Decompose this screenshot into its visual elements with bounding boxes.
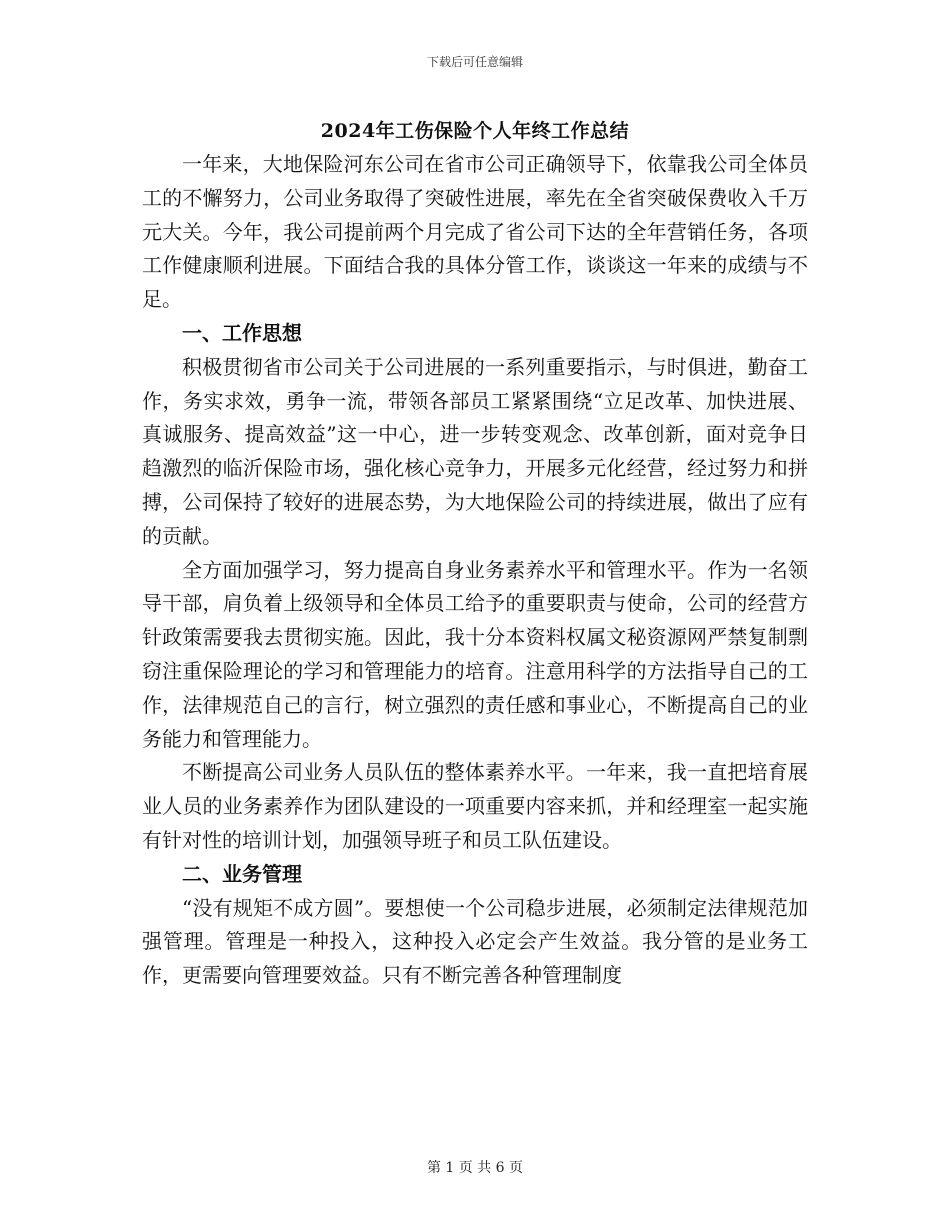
- document-title: 2024年工伤保险个人年终工作总结: [320, 120, 630, 142]
- section-heading-work-thinking: 一、工作思想: [182, 320, 302, 345]
- paragraph-business-management: “没有规矩不成方圆”。要想使一个公司稳步进展，必须制定法律规范加强管理。管理是一种投入，这种投入必定会产生效益。我分管的是业务工作，更需要向管理要效益。只有不断完善各种管理制度: [142, 895, 808, 988]
- page-number: 第 1 页 共 6 页: [426, 1160, 524, 1176]
- paragraph-work-thinking: 积极贯彻省市公司关于公司进展的一系列重要指示，与时俱进，勤奋工作，务实求效，勇争一流，带领各部员工紧紧围绕“立足改革、加快进展、真诚服务、提高效益”这一中心，进一步转变观念、改革创新，面对竞争日趋激烈的临沂保险市场，强化核心竞争力，开展多元化经营，经过努力和拼搏，公司保持了较好的进展态势，为大地保险公司的持续进展，做出了应有的贡献。: [142, 354, 808, 548]
- paragraph-intro: 一年来，大地保险河东公司在省市公司正确领导下，依靠我公司全体员工的不懈努力，公司业务取得了突破性进展，率先在全省突破保费收入千万元大关。今年，我公司提前两个月完成了省公司下达的全年营销任务，各项工作健康顺利进展。下面结合我的具体分管工作，谈谈这一年来的成绩与不足。: [142, 152, 808, 312]
- page-header-note: 下载后可任意编辑: [426, 55, 523, 69]
- document-body: [142, 148, 808, 993]
- section-heading-business-management: 二、业务管理: [182, 861, 302, 886]
- paragraph-learning: 全方面加强学习，努力提高自身业务素养水平和管理水平。作为一名领导干部，肩负着上级领导和全体员工给予的重要职责与使命，公司的经营方针政策需要我去贯彻实施。因此，我十分本资料权属文秘资源网严禁复制剽窃注重保险理论的学习和管理能力的培育。注意用科学的方法指导自己的工作，法律规范自己的言行，树立强烈的责任感和事业心，不断提高自己的业务能力和管理能力。: [142, 557, 808, 751]
- paragraph-team-quality: 不断提高公司业务人员队伍的整体素养水平。一年来，我一直把培育展业人员的业务素养作为团队建设的一项重要内容来抓，并和经理室一起实施有针对性的培训计划，加强领导班子和员工队伍建设。: [142, 760, 808, 852]
